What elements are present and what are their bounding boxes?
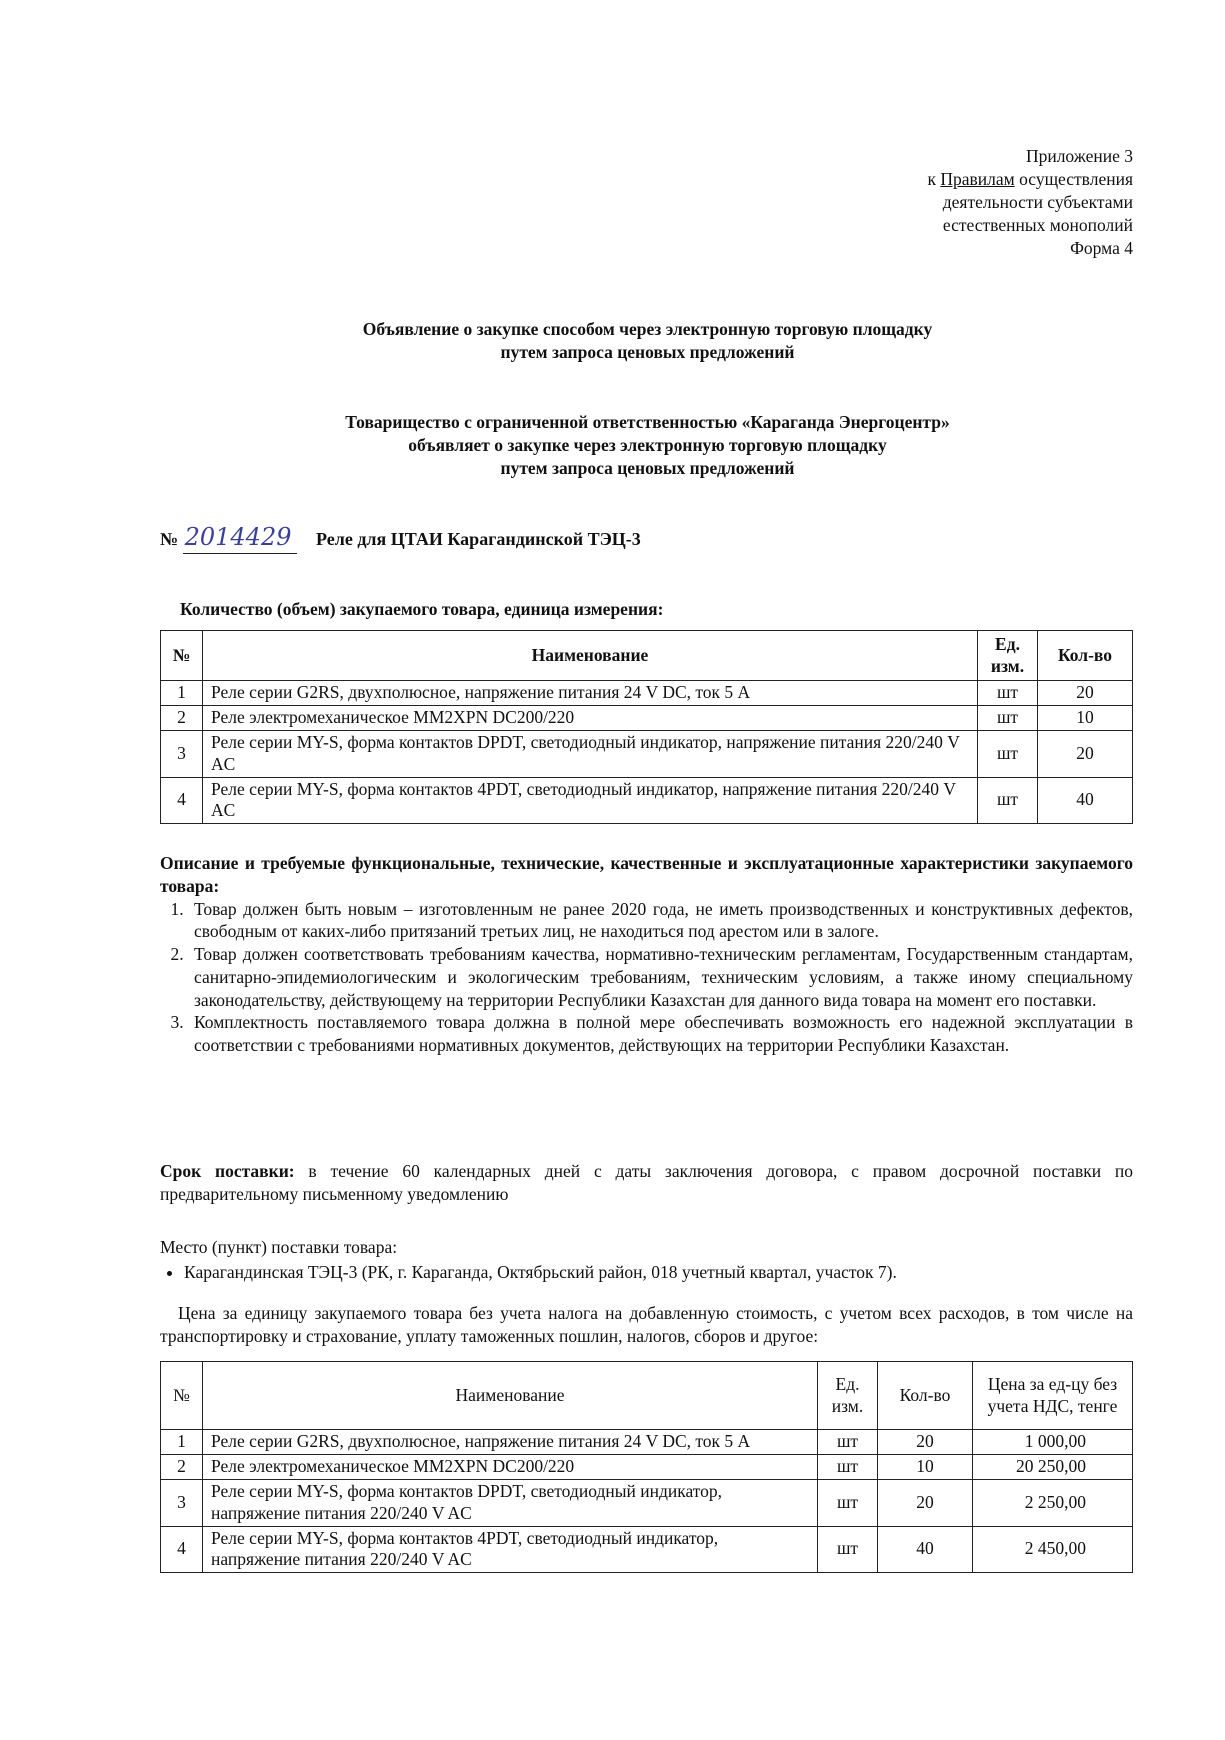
item-quantity: 10: [1038, 705, 1133, 730]
row-number: 2: [161, 705, 203, 730]
item-quantity: 20: [878, 1479, 973, 1526]
item-quantity: 40: [1038, 777, 1133, 824]
header-cell: Наименование: [203, 1362, 818, 1430]
appendix-block: [733, 145, 1133, 260]
table-header-row: [161, 1362, 1133, 1430]
requirements-list: [160, 898, 1133, 1057]
list-item: • Карагандинская ТЭЦ-3 (РК, г. Караганда, Октябрьский район, 018 учетный квартал, участок 7).: [184, 1261, 1133, 1284]
table-row: [161, 1526, 1133, 1573]
appendix-line: [733, 168, 1133, 191]
item-price: 2 250,00: [973, 1479, 1133, 1526]
item-unit: шт: [818, 1454, 878, 1479]
header-cell: Цена за ед-цу без учета НДС, тенге: [973, 1362, 1133, 1430]
item-unit: шт: [978, 777, 1038, 824]
table-row: [161, 730, 1133, 777]
item-quantity: 10: [878, 1454, 973, 1479]
appendix-line: естественных монополий: [942, 215, 1133, 236]
quantity-table: [160, 630, 1133, 824]
item-unit: шт: [818, 1479, 878, 1526]
requirements-section: [160, 852, 1133, 1057]
list-item: 2. Товар должен соответствовать требованиям качества, нормативно-техническим регламентам, Государственным стандартам, санитарно-эпидемиологическим и экологическим требованиям, техническим условиям, а также иному специальному законодательству, действующему на территории Республики Казахстан для данного вида товара на момент его поставки.: [188, 943, 1133, 1011]
item-unit: шт: [978, 730, 1038, 777]
rules-link[interactable]: Правилам: [940, 169, 1015, 190]
table-row: [161, 777, 1133, 824]
header-cell: №: [161, 631, 203, 681]
row-number: 3: [161, 1479, 203, 1526]
header-cell: №: [161, 1362, 203, 1430]
price-intro: Цена за единицу закупаемого товара без учета налога на добавленную стоимость, с учетом всех расходов, в том числе на транспортировку и страхование, уплату таможенных пошлин, налогов, сборов и другое:: [160, 1303, 1133, 1346]
organizer-line: Товарищество с ограниченной ответственностью «Караганда Энергоцентр»: [345, 412, 950, 432]
item-name: Реле серии MY-S, форма контактов DPDT, светодиодный индикатор, напряжение питания 220/240 V AC: [203, 1479, 818, 1526]
appendix-prefix: к: [927, 169, 941, 190]
delivery-term: [160, 1160, 1133, 1206]
header-cell: Кол-во: [878, 1362, 973, 1430]
item-name: Реле серии G2RS, двухполюсное, напряжение питания 24 V DC, ток 5 А: [203, 1430, 818, 1455]
appendix-suffix: осуществления: [1014, 169, 1133, 190]
handwritten-number: 2014429: [183, 522, 298, 554]
item-unit: шт: [978, 705, 1038, 730]
appendix-line: деятельности субъектами: [942, 192, 1133, 213]
row-number: 1: [161, 681, 203, 706]
item-name: Реле электромеханическое MM2XPN DC200/220: [203, 1454, 818, 1479]
organizer-line: путем запроса ценовых предложений: [500, 457, 795, 478]
announcement-number-line: [160, 522, 641, 554]
title-line: Объявление о закупке способом через электронную торговую площадку: [362, 319, 933, 339]
row-number: 2: [161, 1454, 203, 1479]
title-line: путем запроса ценовых предложений: [500, 341, 795, 362]
list-item: 1. Товар должен быть новым – изготовленным не ранее 2020 года, не иметь производственных и конструктивных дефектов, свободным от каких-либо притязаний третьих лиц, не находиться под арестом или в залоге.: [188, 898, 1133, 944]
item-quantity: 20: [1038, 681, 1133, 706]
header-cell: Кол-во: [1038, 631, 1133, 681]
organizer-statement: [160, 411, 1135, 479]
form-number: Форма 4: [1070, 238, 1133, 259]
table-row: [161, 681, 1133, 706]
item-unit: шт: [818, 1430, 878, 1455]
table-row: [161, 705, 1133, 730]
item-name: Реле серии MY-S, форма контактов 4PDT, светодиодный индикатор, напряжение питания 220/240 V AC: [203, 777, 978, 824]
item-price: 2 450,00: [973, 1526, 1133, 1573]
appendix-line: Приложение 3: [1025, 146, 1133, 166]
item-name: Реле серии MY-S, форма контактов 4PDT, светодиодный индикатор, напряжение питания 220/240 V AC: [203, 1526, 818, 1573]
quantity-heading: Количество (объем) закупаемого товара, единица измерения:: [180, 599, 664, 619]
announcement-subject: Реле для ЦТАИ Карагандинской ТЭЦ-3: [315, 529, 641, 549]
list-item: 3. Комплектность поставляемого товара должна в полной мере обеспечивать возможность его надежной эксплуатации в соответствии с требованиями нормативных документов, действующих на территории Республики Казахстан.: [188, 1011, 1133, 1057]
place-list: [160, 1261, 1133, 1284]
delivery-place: [160, 1236, 1133, 1284]
item-name: Реле электромеханическое MM2XPN DC200/220: [203, 705, 978, 730]
header-cell: Наименование: [203, 631, 978, 681]
price-table: [160, 1361, 1133, 1573]
item-name: Реле серии G2RS, двухполюсное, напряжение питания 24 V DC, ток 5 А: [203, 681, 978, 706]
item-price: 1 000,00: [973, 1430, 1133, 1455]
table-header-row: [161, 631, 1133, 681]
table-row: [161, 1430, 1133, 1455]
item-quantity: 20: [1038, 730, 1133, 777]
item-price: 20 250,00: [973, 1454, 1133, 1479]
organizer-line: объявляет о закупке через электронную торговую площадку: [408, 434, 887, 455]
place-heading: Место (пункт) поставки товара:: [160, 1237, 398, 1257]
header-cell: Ед. изм.: [978, 631, 1038, 681]
table-row: [161, 1479, 1133, 1526]
row-number: 4: [161, 777, 203, 824]
item-quantity: 20: [878, 1430, 973, 1455]
number-sign: №: [160, 529, 179, 549]
item-name: Реле серии MY-S, форма контактов DPDT, светодиодный индикатор, напряжение питания 220/240 V AC: [203, 730, 978, 777]
delivery-label: Срок поставки:: [160, 1161, 295, 1181]
delivery-text: в течение 60 календарных дней с даты заключения договора, с правом досрочной поставки по предварительному письменному уведомлению: [160, 1161, 1133, 1204]
row-number: 1: [161, 1430, 203, 1455]
row-number: 3: [161, 730, 203, 777]
item-unit: шт: [978, 681, 1038, 706]
requirements-heading: Описание и требуемые функциональные, технические, качественные и эксплуатационные характеристики закупаемого товара:: [160, 853, 1133, 896]
table-row: [161, 1454, 1133, 1479]
item-quantity: 40: [878, 1526, 973, 1573]
header-cell: Ед. изм.: [818, 1362, 878, 1430]
document-title: [160, 318, 1135, 364]
item-unit: шт: [818, 1526, 878, 1573]
row-number: 4: [161, 1526, 203, 1573]
